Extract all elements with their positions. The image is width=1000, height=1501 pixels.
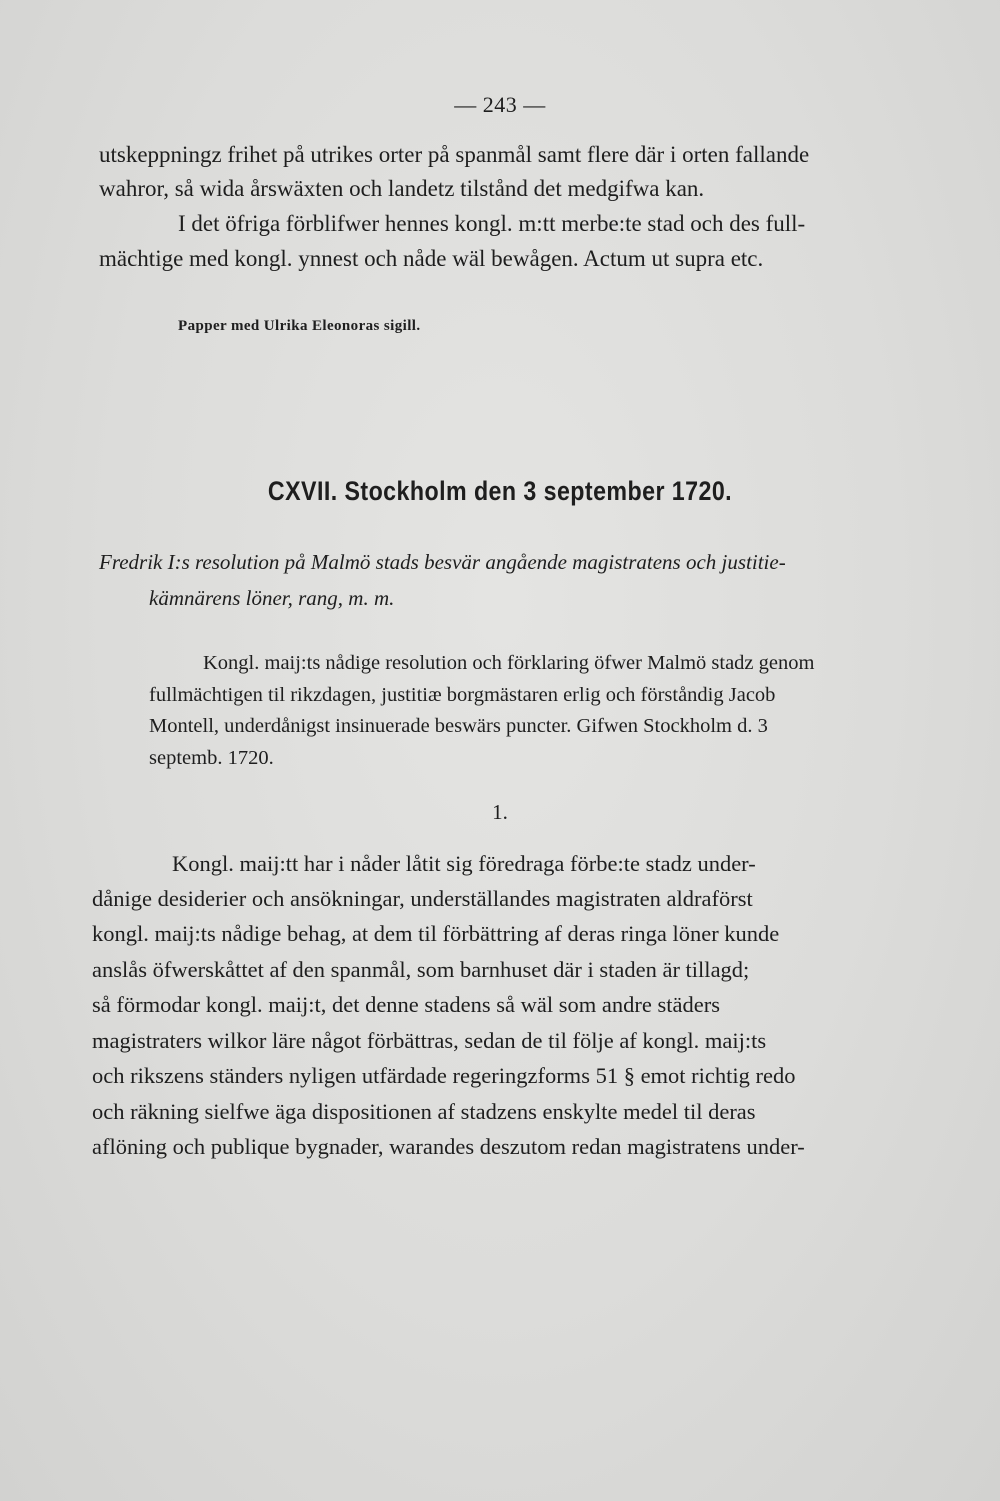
section-line: aflöning och publique bygnader, warandes deszutom redan magistratens under- <box>92 1134 805 1159</box>
section-line: anslås öfwerskåttet af den spanmål, som barnhuset där i staden är tillagd; <box>92 957 750 982</box>
document-subtitle-line: kämnärens löner, rang, m. m. <box>149 586 395 610</box>
document-subtitle-line: Fredrik I:s resolution på Malmö stads besvär angående magistratens och justitie- <box>99 550 786 574</box>
section-line: dånige desiderier och ansökningar, underställandes magistraten aldraförst <box>92 886 753 911</box>
section-line: och rikszens ständers nyligen utfärdade regeringzforms 51 § emot richtig redo <box>92 1063 796 1088</box>
section-line: så förmodar kongl. maij:t, det denne stadens så wäl som andre städers <box>92 992 720 1017</box>
section-line: Kongl. maij:tt har i nåder låtit sig föredraga förbe:te stadz under- <box>172 851 756 876</box>
preamble-line: Kongl. maij:ts nådige resolution och förklaring öfwer Malmö stadz genom <box>203 652 815 674</box>
preamble-line: septemb. 1720. <box>149 747 274 769</box>
document-heading: CXVII. Stockholm den 3 september 1720. <box>267 476 733 506</box>
seal-note: Papper med Ulrika Eleonoras sigill. <box>178 318 421 334</box>
section-line: kongl. maij:ts nådige behag, at dem til förbättring af deras ringa löner kunde <box>92 921 780 946</box>
intro-line: I det öfriga förblifwer hennes kongl. m:tt merbe:te stad och des full- <box>178 211 806 236</box>
section-number: 1. <box>492 800 508 824</box>
preamble-line: Montell, underdånigst insinuerade beswärs puncter. Gifwen Stockholm d. 3 <box>149 715 768 737</box>
intro-line: mächtige med kongl. ynnest och nåde wäl bewågen. Actum ut supra etc. <box>99 246 764 271</box>
section-line: magistraters wilkor läre något förbättras, sedan de til följe af kongl. maij:ts <box>92 1028 767 1053</box>
section-line: och räkning sielfwe äga dispositionen af stadzens enskylte medel til deras <box>92 1099 756 1124</box>
preamble-line: fullmächtigen til rikzdagen, justitiæ borgmästaren erlig och förståndig Jacob <box>149 684 776 706</box>
page-number: — 243 — <box>454 92 546 117</box>
intro-line: utskeppningz frihet på utrikes orter på spanmål samt flere där i orten fallande <box>99 142 810 167</box>
intro-line: wahror, så wida årswäxten och landetz tilstånd det medgifwa kan. <box>99 176 705 201</box>
